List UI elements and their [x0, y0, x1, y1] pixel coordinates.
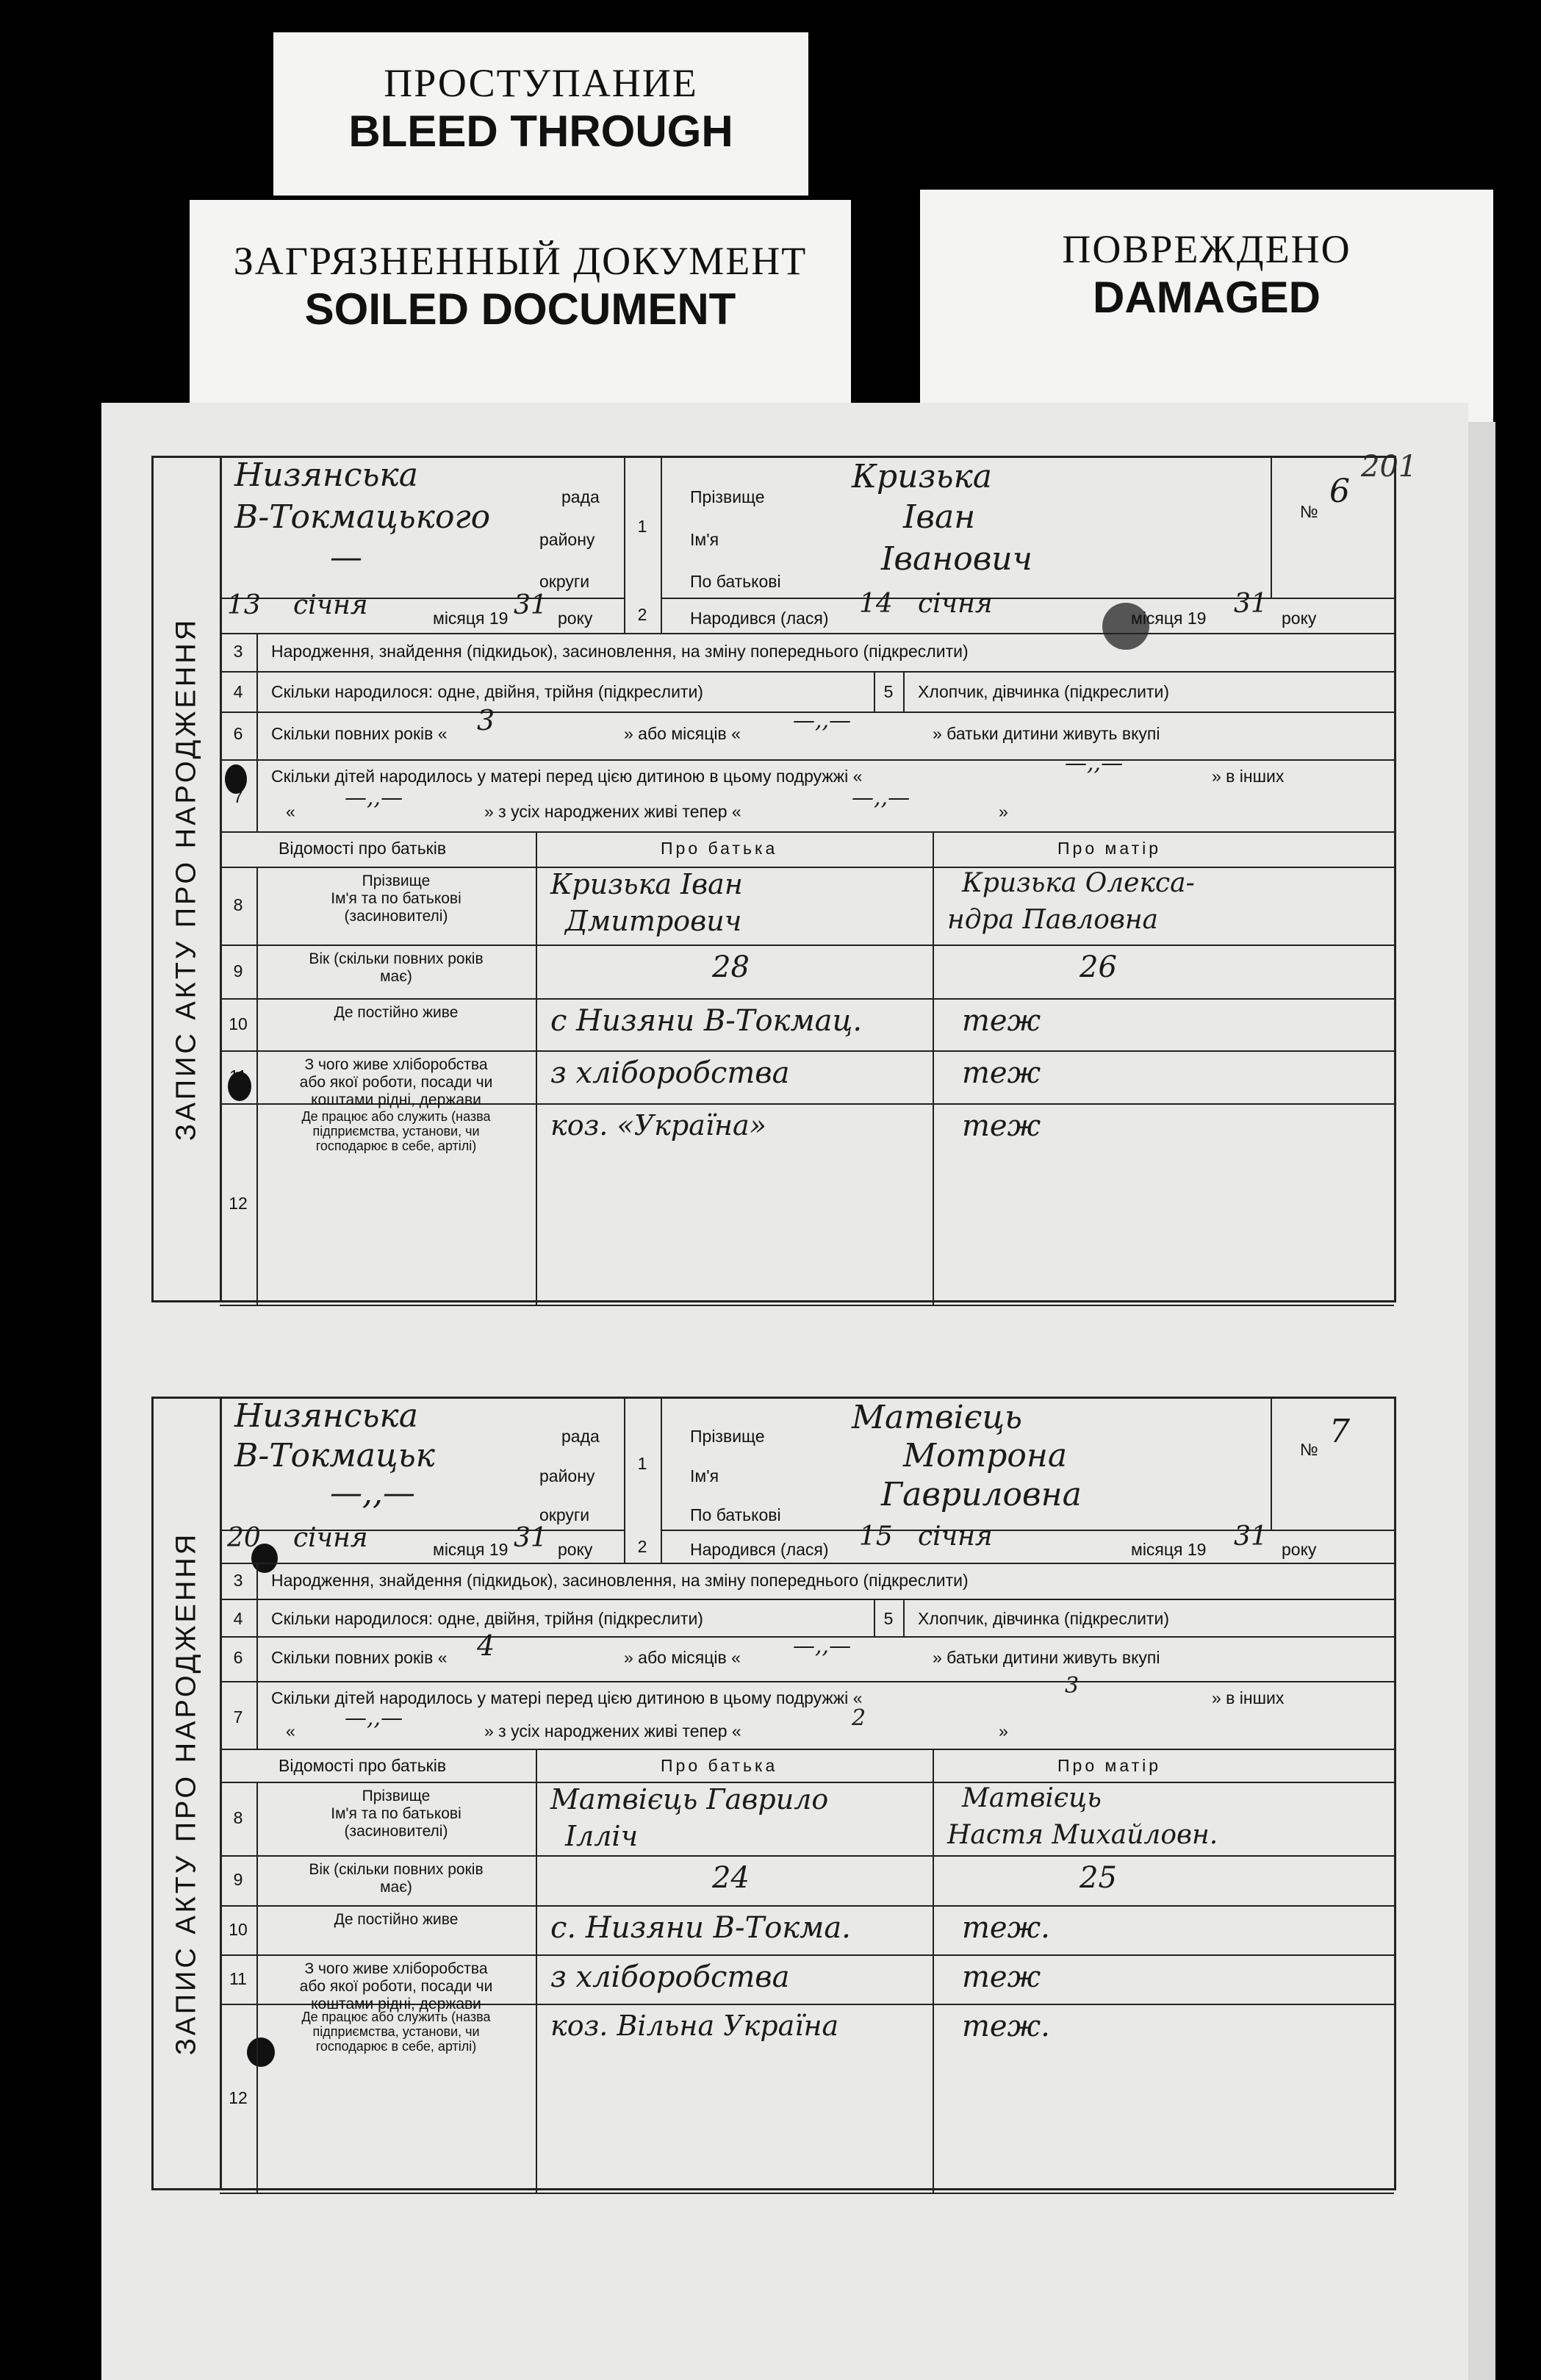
row-number: 10 [229, 1920, 248, 1939]
divider [220, 2193, 1394, 2194]
divider [220, 1530, 624, 1531]
okrugy-label: округи [539, 1505, 590, 1524]
divider [903, 671, 905, 712]
patronymic-label: По батькові [690, 1505, 781, 1524]
raion-value: В-Токмацького [234, 498, 491, 536]
mother-row8-value-2: ндра Павловна [947, 905, 1159, 935]
father-row11-value: з хліборобства [550, 1960, 790, 1994]
row-number: 3 [233, 642, 243, 661]
row4-text: Скільки народилося: одне, двійня, трійня (підкреслити) [271, 1609, 703, 1628]
children-alive: —,,— [852, 785, 910, 811]
registration-year: 31 [514, 1523, 547, 1553]
divider [661, 458, 662, 633]
row3-text: Народження, знайдення (підкидьок), засиновлення, на зміну попереднього (підкреслити) [271, 1571, 969, 1590]
row-number: 11 [229, 1969, 247, 1988]
row-number: 5 [883, 682, 894, 701]
divider [256, 633, 258, 831]
year-label: року [558, 609, 593, 628]
divider [1271, 1399, 1272, 1530]
father-row12-value: коз. «Україна» [550, 1109, 766, 1141]
divider [536, 831, 537, 1305]
row7-text-c: « [286, 802, 295, 821]
divider [220, 1599, 1394, 1600]
birth-year-label: року [1282, 1540, 1317, 1559]
row6-text-c: » батьки дитини живуть вкупі [933, 724, 1160, 743]
name-value: Іван [903, 498, 976, 536]
father-header: Про батька [661, 1756, 778, 1775]
divider [220, 831, 1394, 833]
divider [256, 867, 258, 1305]
divider [256, 1563, 258, 1749]
row8-label: Прізвище Ім'я та по батькові (засиновителі) [331, 1788, 461, 1840]
row7-text-d: » з усіх народжених живі тепер « [484, 802, 741, 821]
row-number: 2 [637, 605, 647, 624]
row-number: 8 [233, 1808, 243, 1827]
vertical-title: ЗАПИС АКТУ ПРО НАРОДЖЕННЯ [170, 1531, 202, 2056]
row-number: 3 [233, 1571, 243, 1590]
name-label: Ім'я [690, 1466, 719, 1485]
rada-value: Низянська [234, 456, 418, 494]
divider [220, 598, 624, 599]
parents-header: Відомості про батьків [279, 839, 447, 858]
damaged-label-ru: ПОВРЕЖДЕНО [1062, 227, 1351, 271]
mother-row8-value: Кризька Олекса- [962, 868, 1195, 898]
surname-value: Кризька [852, 458, 993, 495]
vertical-title: ЗАПИС АКТУ ПРО НАРОДЖЕННЯ [170, 617, 202, 1141]
okrugy-value: — [330, 539, 362, 576]
father-row8-value-2: Ілліч [565, 1820, 639, 1852]
mother-row11-value: теж [962, 1056, 1041, 1090]
father-row9-value: 24 [712, 1861, 750, 1895]
divider [933, 1749, 934, 2193]
father-row8-value-2: Дмитрович [565, 905, 742, 937]
damaged-label-en: DAMAGED [1093, 273, 1321, 322]
father-header: Про батька [661, 839, 778, 858]
divider [220, 1905, 1394, 1907]
row-number: 11 [229, 1067, 247, 1086]
divider [220, 867, 1394, 868]
father-row10-value: с. Низяни В-Токма. [550, 1911, 851, 1945]
row10-label: Де постійно живе [334, 1004, 459, 1021]
divider [536, 1749, 537, 2193]
mother-header: Про матір [1057, 1756, 1162, 1775]
born-label: Народився (лася) [690, 609, 829, 628]
years-together: 4 [477, 1630, 495, 1662]
row11-label: З чого живе хліборобства або якої роботи, посади чи коштами рідні, держави [299, 1960, 493, 2012]
birth-record-6 [151, 456, 1396, 1302]
row10-label: Де постійно живе [334, 1911, 459, 1928]
row3-text: Народження, знайдення (підкидьок), засиновлення, на зміну попереднього (підкреслити) [271, 642, 969, 661]
divider [624, 1399, 625, 1563]
registration-day: 20 [227, 1523, 261, 1553]
months-together: —,,— [793, 708, 852, 734]
row12-label: Де працює або служить (назва підприємства, установи, чи господарює в себе, артілі) [301, 2010, 491, 2054]
row-number: 7 [233, 1707, 243, 1727]
birth-month: січня [918, 1521, 993, 1552]
father-row12-value: коз. Вільна Україна [550, 2010, 839, 2042]
father-row10-value: с Низяни В-Токмац. [550, 1004, 863, 1038]
row7-text-e: » [999, 802, 1008, 821]
damaged-label [920, 190, 1493, 422]
mother-row9-value: 26 [1080, 950, 1117, 984]
row-number: 2 [637, 1537, 647, 1556]
divider [624, 458, 625, 633]
father-row8-value: Кризька Іван [550, 868, 743, 900]
row6-text-b: » або місяців « [624, 1648, 741, 1667]
parents-header: Відомості про батьків [279, 1756, 447, 1775]
divider [220, 671, 1394, 673]
row-number: 1 [637, 517, 647, 536]
row6-text-a: Скільки повних років « [271, 724, 448, 743]
okrugy-label: округи [539, 572, 590, 591]
divider [220, 1954, 1394, 1956]
patronymic-label: По батькові [690, 572, 781, 591]
divider [933, 831, 934, 1305]
mother-row12-value: теж [962, 1109, 1041, 1143]
children-other: —,,— [345, 785, 403, 811]
divider [220, 1855, 1394, 1857]
birth-day: 15 [859, 1521, 893, 1552]
years-together: 3 [477, 704, 495, 736]
mother-row8-value: Матвієць [962, 1783, 1102, 1813]
divider [220, 633, 1394, 634]
row4-text: Скільки народилося: одне, двійня, трійня (підкреслити) [271, 682, 703, 701]
surname-label: Прізвище [690, 487, 765, 506]
row8-label: Прізвище Ім'я та по батькові (засиновителі) [331, 872, 461, 925]
rada-value: Низянська [234, 1397, 418, 1435]
row7-text-a: Скільки дітей народилось у матері перед цією дитиною в цьому подружжі « [271, 767, 863, 786]
mother-row10-value: теж [962, 1004, 1041, 1038]
father-row8-value: Матвієць Гаврило [550, 1783, 829, 1816]
row-number: 1 [637, 1454, 647, 1473]
father-row11-value: з хліборобства [550, 1056, 790, 1090]
divider [220, 1050, 1394, 1052]
divider [220, 1749, 1394, 1750]
divider [661, 598, 1395, 599]
children-before: —,,— [1065, 750, 1124, 776]
children-other: —,,— [345, 1705, 403, 1731]
patronymic-value: Іванович [881, 540, 1033, 578]
months-together: —,,— [793, 1633, 852, 1659]
raion-label: району [539, 1466, 595, 1485]
rada-label: рада [561, 487, 600, 506]
row7-text-e: » [999, 1721, 1008, 1741]
mother-row12-value: теж. [962, 2010, 1050, 2043]
birth-record-7 [151, 1397, 1396, 2190]
row5-text: Хлопчик, дівчинка (підкреслити) [918, 1609, 1170, 1628]
record-number: 7 [1329, 1413, 1350, 1450]
row-number: 4 [233, 1609, 243, 1628]
okrugy-value: —,,— [330, 1474, 415, 1512]
month-label: місяця 19 [433, 609, 509, 628]
children-before: 3 [1065, 1673, 1080, 1699]
birth-month: січня [918, 589, 993, 619]
row7-text-c: « [286, 1721, 295, 1741]
birth-month-label: місяця 19 [1131, 1540, 1207, 1559]
row-number: 6 [233, 724, 243, 743]
children-alive: 2 [852, 1705, 866, 1731]
row7-text-d: » з усіх народжених живі тепер « [484, 1721, 741, 1741]
name-label: Ім'я [690, 530, 719, 549]
birth-day: 14 [859, 589, 893, 619]
surname-label: Прізвище [690, 1427, 765, 1446]
year-label: року [558, 1540, 593, 1559]
divider [661, 1530, 1395, 1531]
row7-text-a: Скільки дітей народилось у матері перед цією дитиною в цьому подружжі « [271, 1688, 863, 1707]
row-number: 12 [229, 1194, 248, 1213]
birth-year: 31 [1234, 1521, 1268, 1552]
divider [220, 1681, 1394, 1682]
vertical-title-box [154, 1399, 222, 2188]
vertical-title-box [154, 458, 222, 1300]
divider [661, 1399, 662, 1563]
number-label: № [1300, 1440, 1318, 1459]
row-number: 10 [229, 1014, 248, 1033]
mother-row9-value: 25 [1080, 1861, 1117, 1895]
mother-row11-value: теж [962, 1960, 1041, 1994]
registration-year: 31 [514, 590, 547, 620]
bleed-through-label-en: BLEED THROUGH [348, 107, 733, 156]
born-label: Народився (лася) [690, 1540, 829, 1559]
rada-label: рада [561, 1427, 600, 1446]
row6-text-c: » батьки дитини живуть вкупі [933, 1648, 1160, 1667]
row6-text-b: » або місяців « [624, 724, 741, 743]
row-number: 4 [233, 682, 243, 701]
mother-row10-value: теж. [962, 1911, 1050, 1945]
birth-year: 31 [1234, 589, 1268, 619]
row-number: 9 [233, 1870, 243, 1889]
row5-text: Хлопчик, дівчинка (підкреслити) [918, 682, 1170, 701]
birth-year-label: року [1282, 609, 1317, 628]
mother-header: Про матір [1057, 839, 1162, 858]
record-number: 6 [1329, 473, 1350, 510]
row-number: 7 [233, 787, 243, 806]
registration-day: 13 [227, 590, 261, 620]
row-number: 5 [883, 1609, 894, 1628]
divider [220, 945, 1394, 946]
divider [220, 1305, 1394, 1306]
mother-row8-value-2: Настя Михайловн. [947, 1820, 1218, 1850]
row9-label: Вік (скільки повних років має) [309, 950, 484, 985]
registration-month: січня [293, 1523, 368, 1553]
soiled-document-label [190, 200, 851, 407]
divider [903, 1599, 905, 1636]
soiled-document-label-ru: ЗАГРЯЗНЕННЫЙ ДОКУМЕНТ [233, 239, 808, 283]
patronymic-value: Гавриловна [881, 1476, 1082, 1513]
row-number: 9 [233, 961, 243, 981]
raion-label: району [539, 530, 595, 549]
row6-text-a: Скільки повних років « [271, 1648, 448, 1667]
birth-month-label: місяця 19 [1131, 609, 1207, 628]
registration-month: січня [293, 590, 368, 620]
divider [220, 998, 1394, 1000]
divider [220, 1563, 1394, 1564]
row-number: 8 [233, 895, 243, 914]
row-number: 12 [229, 2088, 248, 2107]
bleed-through-label [273, 32, 808, 196]
row12-label: Де працює або служить (назва підприємства, установи, чи господарює в себе, артілі) [301, 1109, 491, 1153]
row7-text-b: » в інших [1212, 1688, 1285, 1707]
soiled-document-label-en: SOILED DOCUMENT [304, 284, 736, 334]
surname-value: Матвієць [852, 1399, 1022, 1436]
page-number: 201 [1361, 450, 1418, 484]
raion-value: В-Токмацьк [234, 1437, 435, 1474]
number-label: № [1300, 502, 1318, 521]
row11-label: З чого живе хліборобства або якої роботи, посади чи коштами рідні, держави [299, 1056, 493, 1108]
bleed-through-label-ru: ПРОСТУПАНИЕ [384, 61, 698, 105]
name-value: Мотрона [903, 1437, 1068, 1474]
divider [256, 1782, 258, 2193]
father-row9-value: 28 [712, 950, 750, 984]
divider [1271, 458, 1272, 598]
month-label: місяця 19 [433, 1540, 509, 1559]
divider [220, 759, 1394, 761]
row7-text-b: » в інших [1212, 767, 1285, 786]
row-number: 6 [233, 1648, 243, 1667]
row9-label: Вік (скільки повних років має) [309, 1861, 484, 1896]
